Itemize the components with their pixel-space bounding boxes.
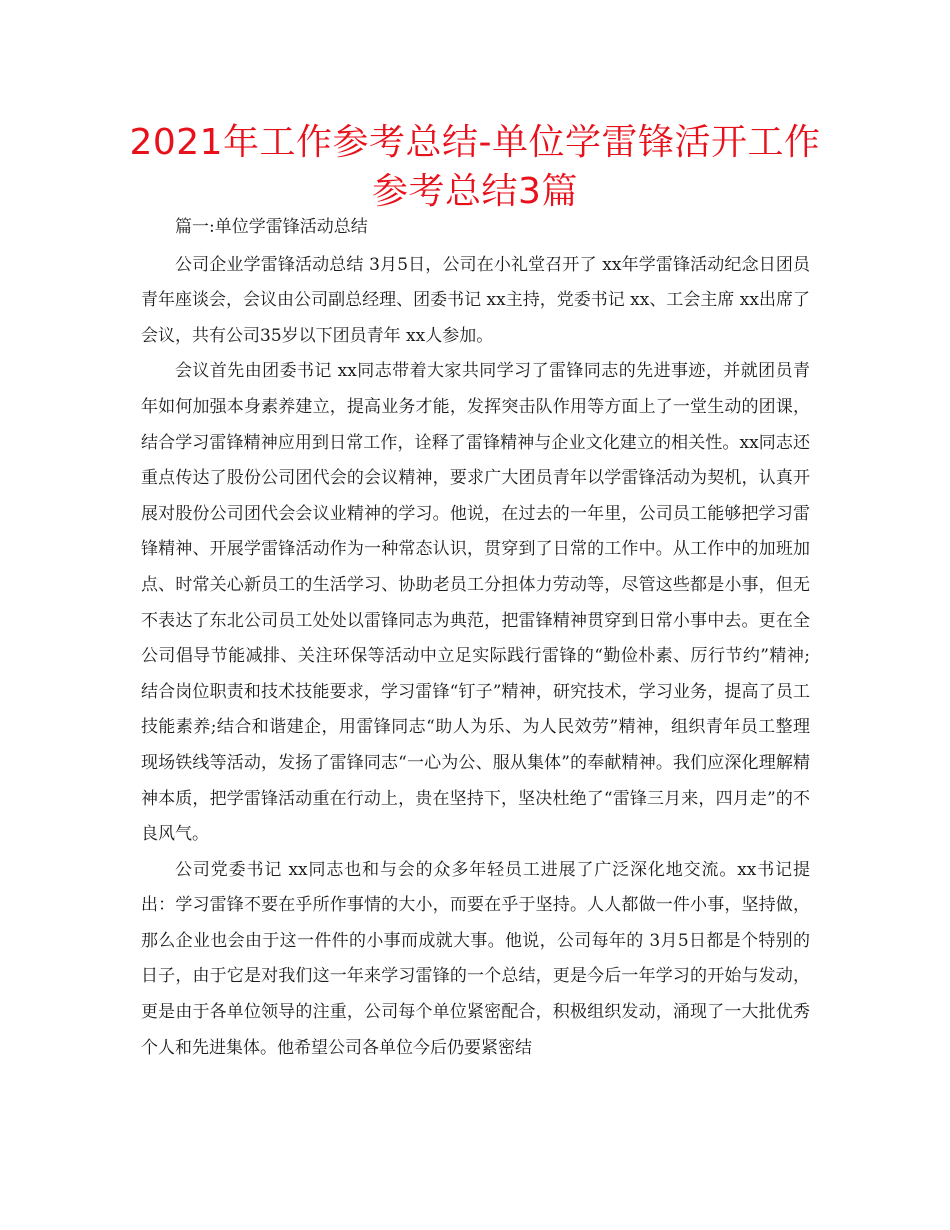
- document-body: [141, 210, 810, 1066]
- paragraph: 会议首先由团委书记 xx同志带着大家共同学习了雷锋同志的先进事迹，并就团员青年如何加强本身素养建立，提高业务才能，发挥突击队作用等方面上了一堂生动的团课，结合学习雷锋精神应用到日常工作，诠释了雷锋精神与企业文化建立的相关性。xx同志还重点传达了股份公司团代会的会议精神，要求广大团员青年以学雷锋活动为契机，认真开展对股份公司团代会会议业精神的学习。他说，在过去的一年里，公司员工能够把学习雷锋精神、开展学雷锋活动作为一种常态认识，贯穿到了日常的工作中。从工作中的加班加点、时常关心新员工的生活学习、协助老员工分担体力劳动等，尽管这些都是小事，但无不表达了东北公司员工处处以雷锋同志为典范，把雷锋精神贯穿到日常小事中去。更在全公司倡导节能减排、关注环保等活动中立足实际践行雷锋的“勤俭朴素、厉行节约”精神;结合岗位职责和技术技能要求，学习雷锋“钉子”精神，研究技术，学习业务，提高了员工技能素养;结合和谐建企，用雷锋同志“助人为乐、为人民效劳”精神，组织青年员工整理现场铁线等活动，发扬了雷锋同志“一心为公、服从集体”的奉献精神。我们应深化理解精神本质，把学雷锋活动重在行动上，贵在坚持下，坚决杜绝了“雷锋三月来，四月走”的不良风气。: [141, 361, 810, 845]
- section-heading: 篇一:单位学雷锋活动总结: [175, 217, 368, 237]
- paragraph: 公司企业学雷锋活动总结 3月5日，公司在小礼堂召开了 xx年学雷锋活动纪念日团员青年座谈会，会议由公司副总经理、团委书记 xx主持，党委书记 xx、工会主席 xx出席了会议，共有公司35岁以下团员青年 xx人参加。: [141, 254, 810, 346]
- paragraph: 公司党委书记 xx同志也和与会的众多年轻员工进展了广泛深化地交流。xx书记提出：学习雷锋不要在乎所作事情的大小，而要在乎于坚持。人人都做一件小事，坚持做，那么企业也会由于这一件件的小事而成就大事。他说，公司每年的 3月5日都是个特别的日子，由于它是对我们这一年来学习雷锋的一个总结，更是今后一年学习的开始与发动，更是由于各单位领导的注重，公司每个单位紧密配合，积极组织发动，涌现了一大批优秀个人和先进集体。他希望公司各单位今后仍要紧密结: [141, 859, 810, 1058]
- document-title: 2021年工作参考总结-单位学雷锋活开工作参考总结3篇: [129, 122, 821, 212]
